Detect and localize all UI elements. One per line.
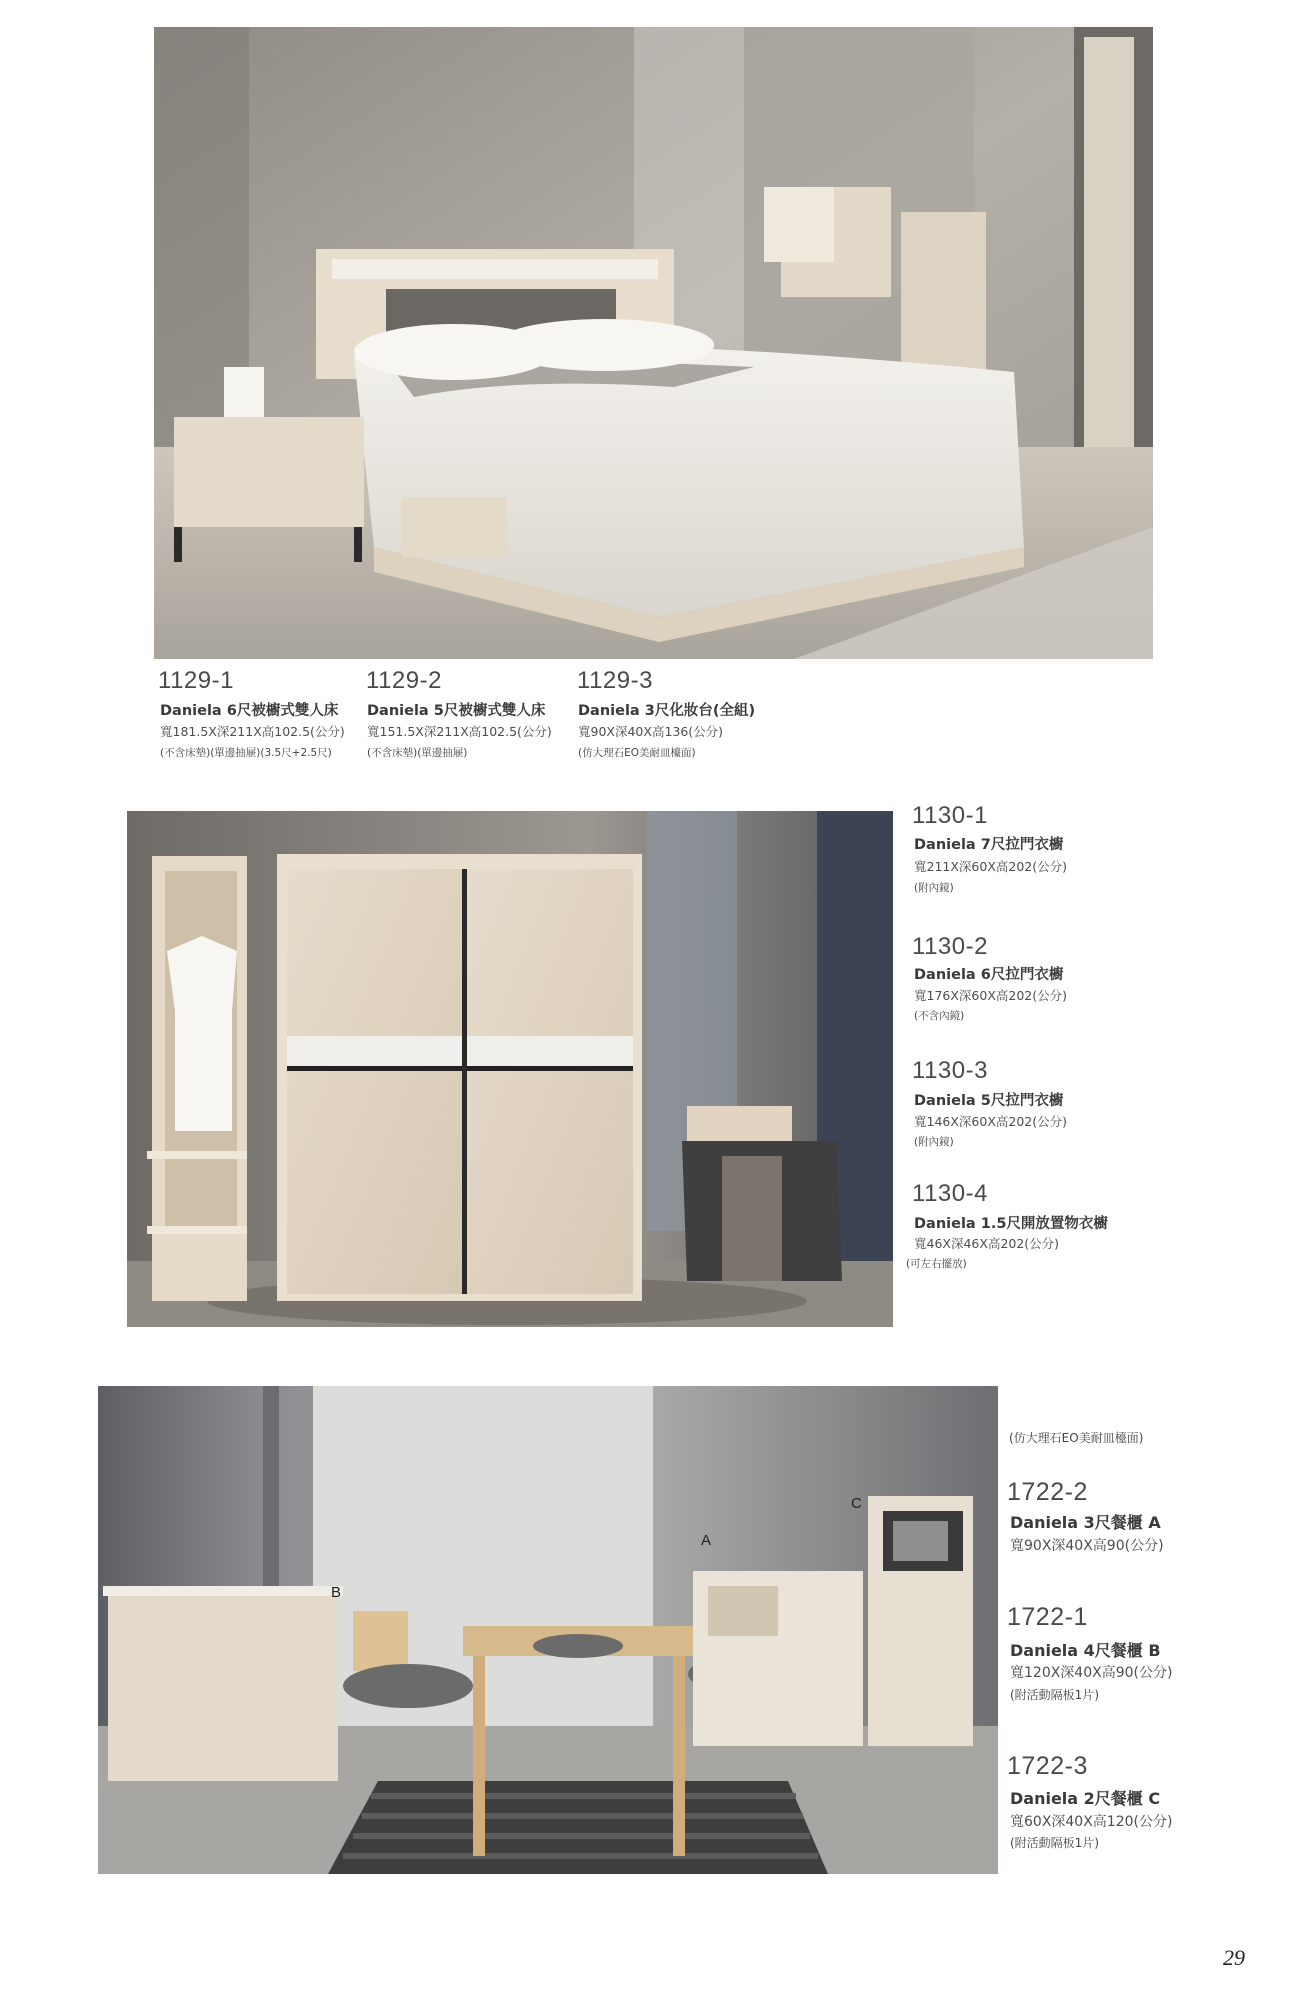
product-name: Daniela 5尺被櫥式雙人床 (367, 703, 546, 719)
product-dimensions: 寬90X深40X高136(公分) (578, 724, 724, 739)
product-dimensions: 寬60X深40X高120(公分) (1010, 1814, 1173, 1830)
product-dimensions: 寬146X深60X高202(公分) (914, 1114, 1068, 1129)
photo-label-b: B (331, 1584, 342, 1601)
product-dimensions: 寬181.5X深211X高102.5(公分) (160, 724, 345, 739)
product-note: (不含床墊)(單邊抽屜) (367, 747, 468, 759)
product-name: Daniela 7尺拉門衣櫥 (914, 837, 1064, 853)
product-code: 1130-3 (912, 1057, 988, 1084)
product-code: 1129-1 (158, 667, 234, 694)
page-number: 29 (1223, 1945, 1245, 1970)
product-name: Daniela 3尺化妝台(全組) (578, 703, 756, 719)
photo-label-a: A (701, 1532, 712, 1549)
product-note: (不含內鏡) (914, 1010, 965, 1022)
photo-label-c: C (851, 1495, 862, 1512)
dining-photo (98, 1386, 998, 1874)
product-code: 1722-3 (1007, 1752, 1088, 1780)
product-name: Daniela 4尺餐櫃 B (1010, 1641, 1161, 1660)
product-note: (可左右擺放) (906, 1258, 967, 1270)
wardrobe-photo (127, 811, 893, 1327)
product-note: (不含床墊)(單邊抽屜)(3.5尺+2.5尺) (160, 747, 332, 759)
product-code: 1129-2 (366, 667, 442, 694)
product-note: (附活動隔板1片) (1010, 1688, 1099, 1702)
product-name: Daniela 1.5尺開放置物衣櫥 (914, 1216, 1108, 1232)
product-name: Daniela 3尺餐櫃 A (1010, 1513, 1161, 1532)
product-name: Daniela 6尺被櫥式雙人床 (160, 703, 339, 719)
product-code: 1130-4 (912, 1180, 988, 1207)
bedroom-photo (154, 27, 1153, 659)
product-dimensions: 寬211X深60X高202(公分) (914, 859, 1068, 874)
product-code: 1722-1 (1007, 1603, 1088, 1631)
product-code: 1130-1 (912, 802, 988, 829)
product-code: 1129-3 (577, 667, 653, 694)
product-dimensions: 寬90X深40X高90(公分) (1010, 1538, 1164, 1554)
product-code: 1130-2 (912, 933, 988, 960)
product-note: (附內鏡) (914, 1136, 954, 1148)
product-dimensions: 寬120X深40X高90(公分) (1010, 1665, 1173, 1681)
product-dimensions: 寬46X深46X高202(公分) (914, 1236, 1060, 1251)
product-name: Daniela 5尺拉門衣櫥 (914, 1093, 1064, 1109)
product-name: Daniela 6尺拉門衣櫥 (914, 967, 1064, 983)
product-code: 1722-2 (1007, 1478, 1088, 1506)
product-note: (仿大理石EO美耐皿檯面) (578, 747, 696, 759)
product-dimensions: 寬176X深60X高202(公分) (914, 988, 1068, 1003)
product-dimensions: 寬151.5X深211X高102.5(公分) (367, 724, 552, 739)
product-note: (附活動隔板1片) (1010, 1836, 1099, 1850)
product-note: (附內鏡) (914, 882, 954, 894)
section-note: (仿大理石EO美耐皿檯面) (1009, 1431, 1144, 1445)
product-name: Daniela 2尺餐櫃 C (1010, 1789, 1161, 1808)
